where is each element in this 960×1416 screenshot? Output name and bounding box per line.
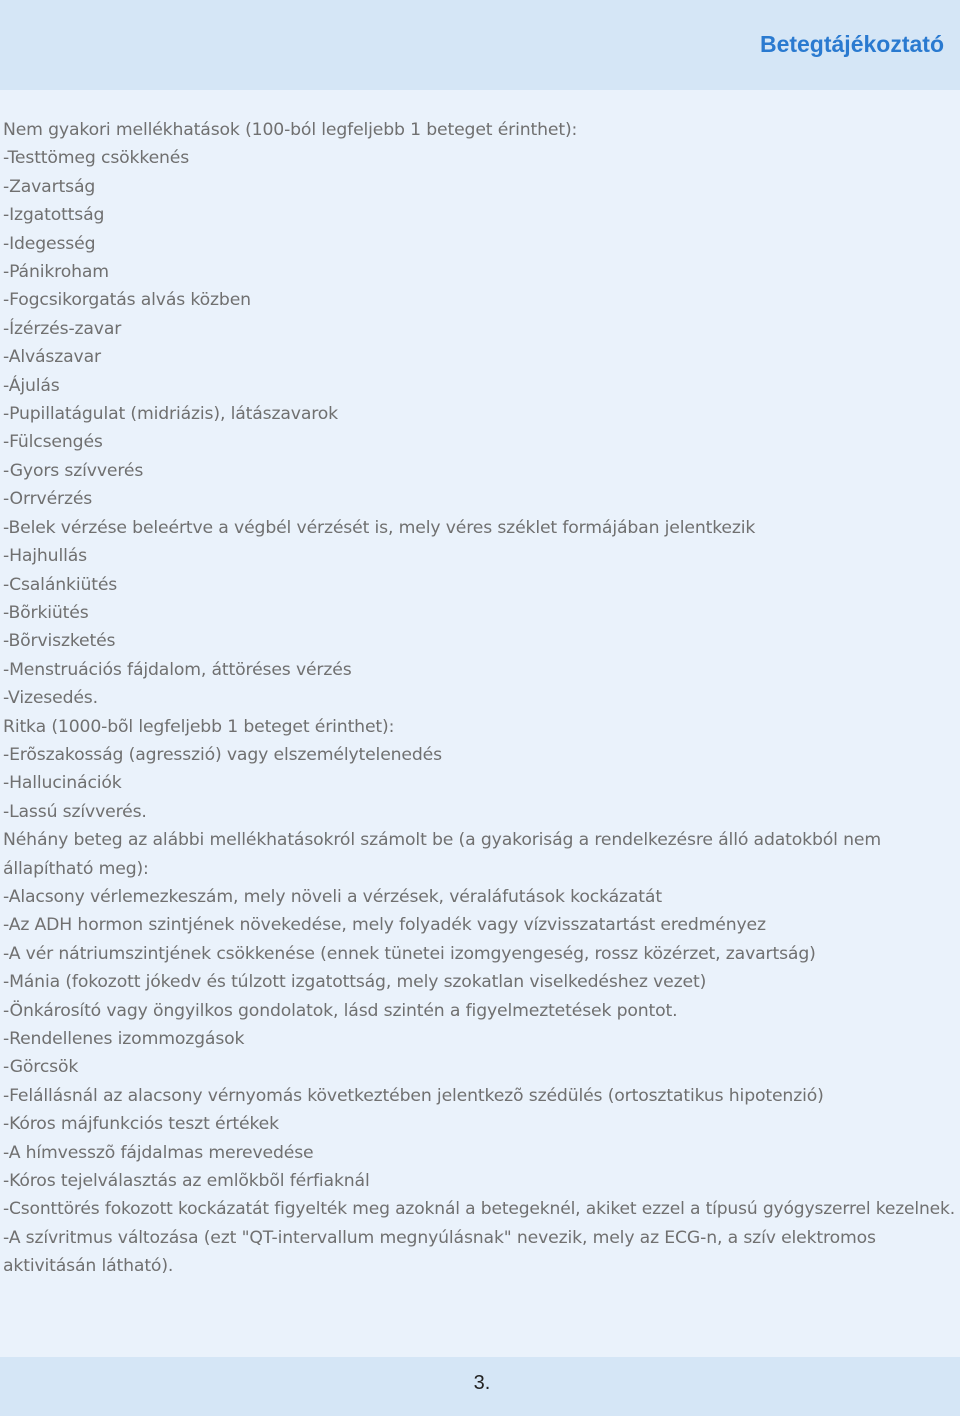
text-line: -Ájulás: [3, 375, 60, 396]
text-line: -Belek vérzése beleértve a végbél vérzését is, mely véres széklet formájában jelentkezik: [3, 517, 756, 538]
text-line: -Bõrkiütés: [3, 602, 89, 623]
text-line: -Erõszakosság (agresszió) vagy elszemélytelenedés: [3, 744, 442, 765]
text-line: -Felállásnál az alacsony vérnyomás következtében jelentkezõ szédülés (ortosztatikus hipotenzió): [3, 1085, 824, 1106]
text-line: -Pánikroham: [3, 262, 109, 283]
text-line: -Fogcsikorgatás alvás közben: [3, 290, 251, 311]
text-line: aktivitásán látható).: [3, 1256, 174, 1277]
text-line: -Vizesedés.: [3, 688, 98, 709]
document-body: [3, 116, 958, 1281]
text-line: -Zavartság: [3, 176, 96, 197]
text-line: Néhány beteg az alábbi mellékhatásokról számolt be (a gyakoriság a rendelkezésre álló adatokból nem: [3, 830, 881, 851]
text-line: -Ízérzés-zavar: [3, 318, 122, 339]
text-line: -Kóros májfunkciós teszt értékek: [3, 1114, 279, 1135]
text-line: Ritka (1000-bõl legfeljebb 1 beteget érinthet):: [3, 716, 395, 737]
text-line: -Orrvérzés: [3, 489, 93, 510]
text-line: -Kóros tejelválasztás az emlõkbõl férfiaknál: [3, 1171, 370, 1192]
text-line: -A szívritmus változása (ezt "QT-intervallum megnyúlásnak" nevezik, mely az ECG-n, a szív elektromos: [3, 1227, 876, 1248]
text-line: -Pupillatágulat (midriázis), látászavarok: [3, 404, 339, 425]
text-line: Nem gyakori mellékhatások (100-ból legfeljebb 1 beteget érinthet):: [3, 120, 578, 140]
text-line: -Önkárosító vagy öngyilkos gondolatok, lásd szintén a figyelmeztetések pontot.: [3, 1000, 678, 1021]
text-line: -Görcsök: [3, 1057, 79, 1078]
text-line: -Az ADH hormon szintjének növekedése, mely folyadék vagy vízvisszatartást eredményez: [3, 915, 766, 936]
text-line: -Idegesség: [3, 233, 96, 254]
text-line: -Testtömeg csökkenés: [3, 148, 190, 169]
text-line: -Csonttörés fokozott kockázatát figyelték meg azoknál a betegeknél, akiket ezzel a típusú gyógyszerrel kezelnek.: [3, 1199, 956, 1220]
text-line: -Fülcsengés: [3, 432, 103, 453]
text-line: -Menstruációs fájdalom, áttöréses vérzés: [3, 659, 352, 680]
text-line: -Csalánkiütés: [3, 574, 118, 595]
text-line: -Alacsony vérlemezkeszám, mely növeli a vérzések, véraláfutások kockázatát: [3, 886, 662, 907]
text-line: -A vér nátriumszintjének csökkenése (ennek tünetei izomgyengeség, rossz közérzet, zavartság): [3, 943, 816, 964]
text-line: -Lassú szívverés.: [3, 801, 147, 822]
text-line: -Izgatottság: [3, 205, 105, 226]
text-line: állapítható meg):: [3, 858, 149, 879]
text-line: -Hallucinációk: [3, 773, 122, 794]
text-line: -Mánia (fokozott jókedv és túlzott izgatottság, mely szokatlan viselkedéshez vezet): [3, 972, 707, 993]
text-line: -Alvászavar: [3, 347, 101, 368]
text-line: -Rendellenes izommozgások: [3, 1029, 245, 1049]
page-title: Betegtájékoztató: [759, 31, 944, 57]
text-line: -Bõrviszketés: [3, 631, 116, 652]
text-line: -Hajhullás: [3, 546, 87, 567]
page-number: 3.: [473, 1372, 491, 1394]
text-line: -A hímvesszõ fájdalmas merevedése: [3, 1142, 314, 1163]
text-line: -Gyors szívverés: [3, 460, 144, 481]
